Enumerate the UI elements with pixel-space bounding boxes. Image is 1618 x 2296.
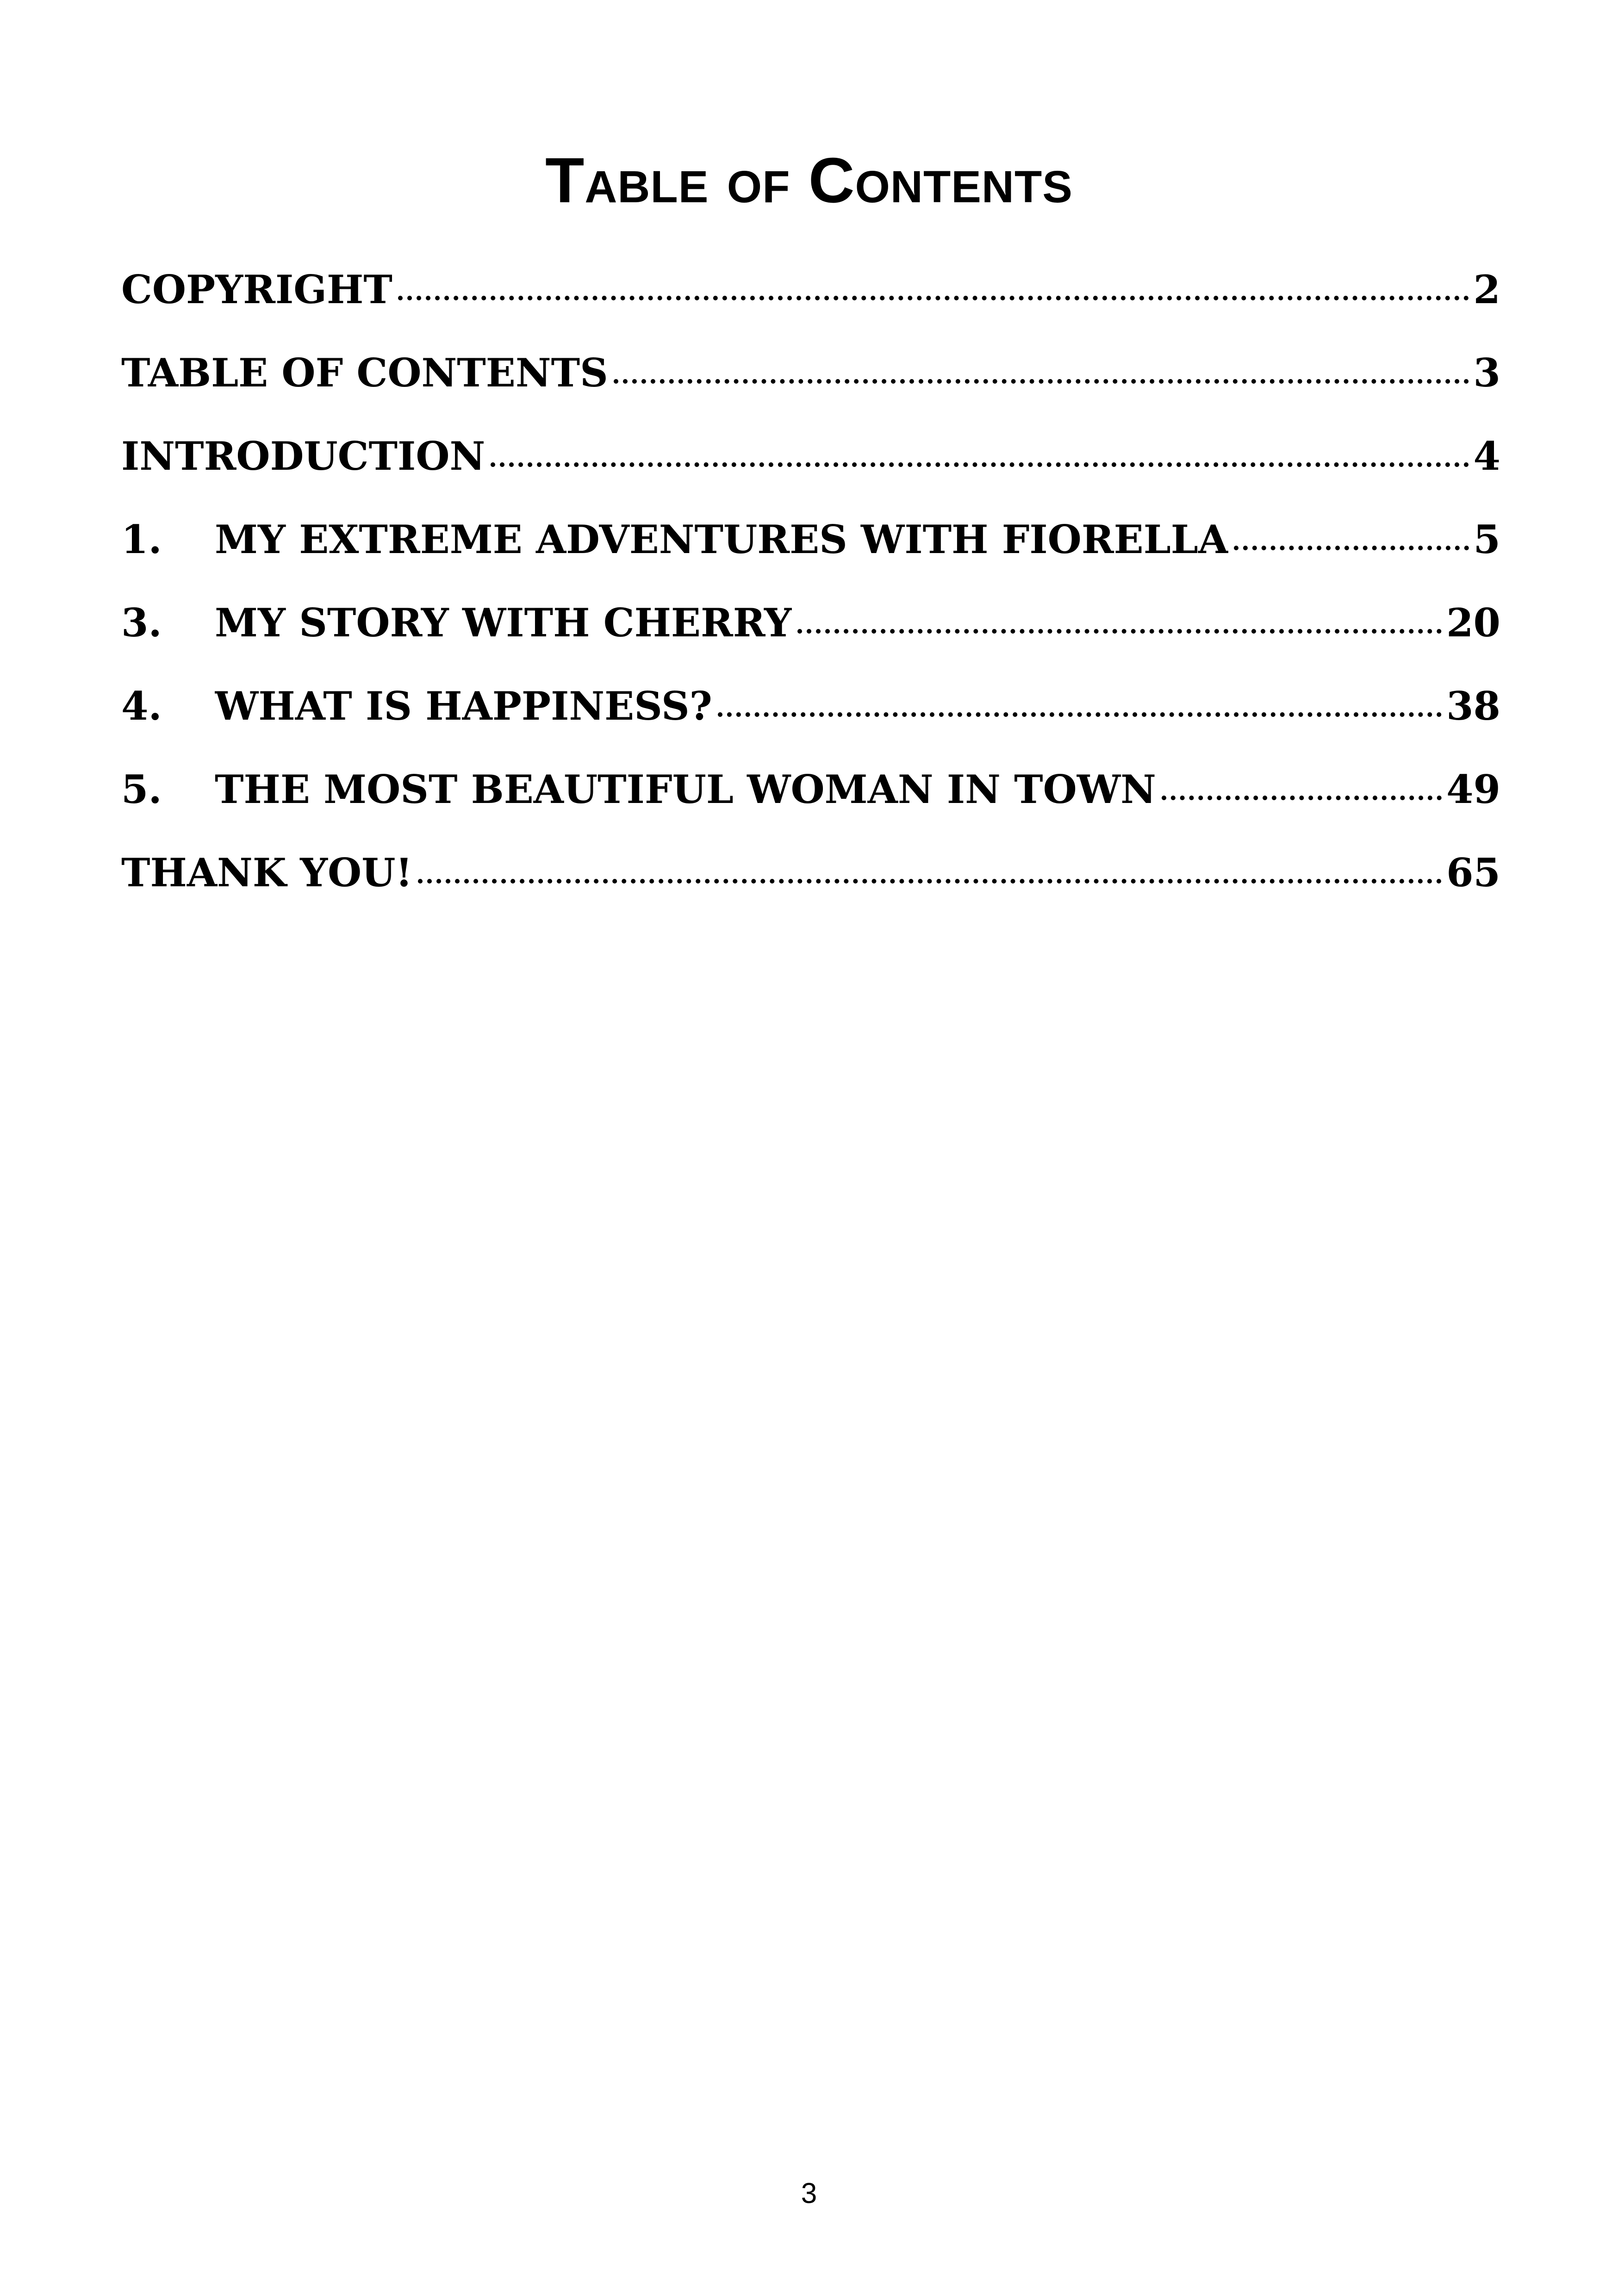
toc-dot-leader xyxy=(797,629,1442,634)
toc-entry-title: THANK YOU! xyxy=(121,850,413,896)
toc-entry-chapter-5[interactable] xyxy=(121,757,1500,840)
toc-dot-leader xyxy=(491,462,1469,467)
toc-entry-page: 3 xyxy=(1473,350,1500,396)
toc-entry-page: 38 xyxy=(1446,683,1500,729)
toc-entry-page: 2 xyxy=(1473,267,1500,312)
toc-entry-number: 1. xyxy=(121,516,162,562)
toc-entry-title: INTRODUCTION xyxy=(121,433,485,479)
toc-entry-title: TABLE OF CONTENTS xyxy=(121,350,608,396)
toc-dot-leader xyxy=(1162,796,1442,800)
table-of-contents xyxy=(121,257,1500,924)
toc-entry-page: 20 xyxy=(1446,600,1500,646)
toc-entry-title: THE MOST BEAUTIFUL WOMAN IN TOWN xyxy=(215,766,1156,812)
toc-entry-title: MY EXTREME ADVENTURES WITH FIORELLA xyxy=(215,516,1228,562)
toc-entry-title: COPYRIGHT xyxy=(121,267,392,312)
toc-entry-title: WHAT IS HAPPINESS? xyxy=(215,683,712,729)
toc-entry-page: 4 xyxy=(1473,433,1500,479)
toc-entry-number: 5. xyxy=(121,766,162,812)
toc-entry-page: 65 xyxy=(1446,850,1500,896)
toc-entry-chapter-3[interactable] xyxy=(121,591,1500,674)
toc-dot-leader xyxy=(1234,546,1469,550)
toc-entry-title: MY STORY WITH CHERRY xyxy=(215,600,792,646)
toc-entry-copyright[interactable] xyxy=(121,257,1500,341)
toc-entry-number: 4. xyxy=(121,683,162,729)
toc-entry-chapter-4[interactable] xyxy=(121,674,1500,757)
toc-entry-page: 5 xyxy=(1473,516,1500,562)
toc-dot-leader xyxy=(614,379,1469,384)
toc-dot-leader xyxy=(418,879,1442,884)
page-number: 3 xyxy=(801,2178,817,2209)
toc-entry-table-of-contents[interactable] xyxy=(121,341,1500,424)
toc-entry-number: 3. xyxy=(121,600,162,646)
toc-entry-introduction[interactable] xyxy=(121,424,1500,507)
toc-entry-thank-you[interactable] xyxy=(121,840,1500,924)
toc-entry-chapter-1[interactable] xyxy=(121,507,1500,591)
toc-entry-page: 49 xyxy=(1446,766,1500,812)
toc-dot-leader xyxy=(718,712,1442,717)
page-title: Table of Contents xyxy=(545,145,1073,217)
toc-dot-leader xyxy=(398,296,1469,300)
